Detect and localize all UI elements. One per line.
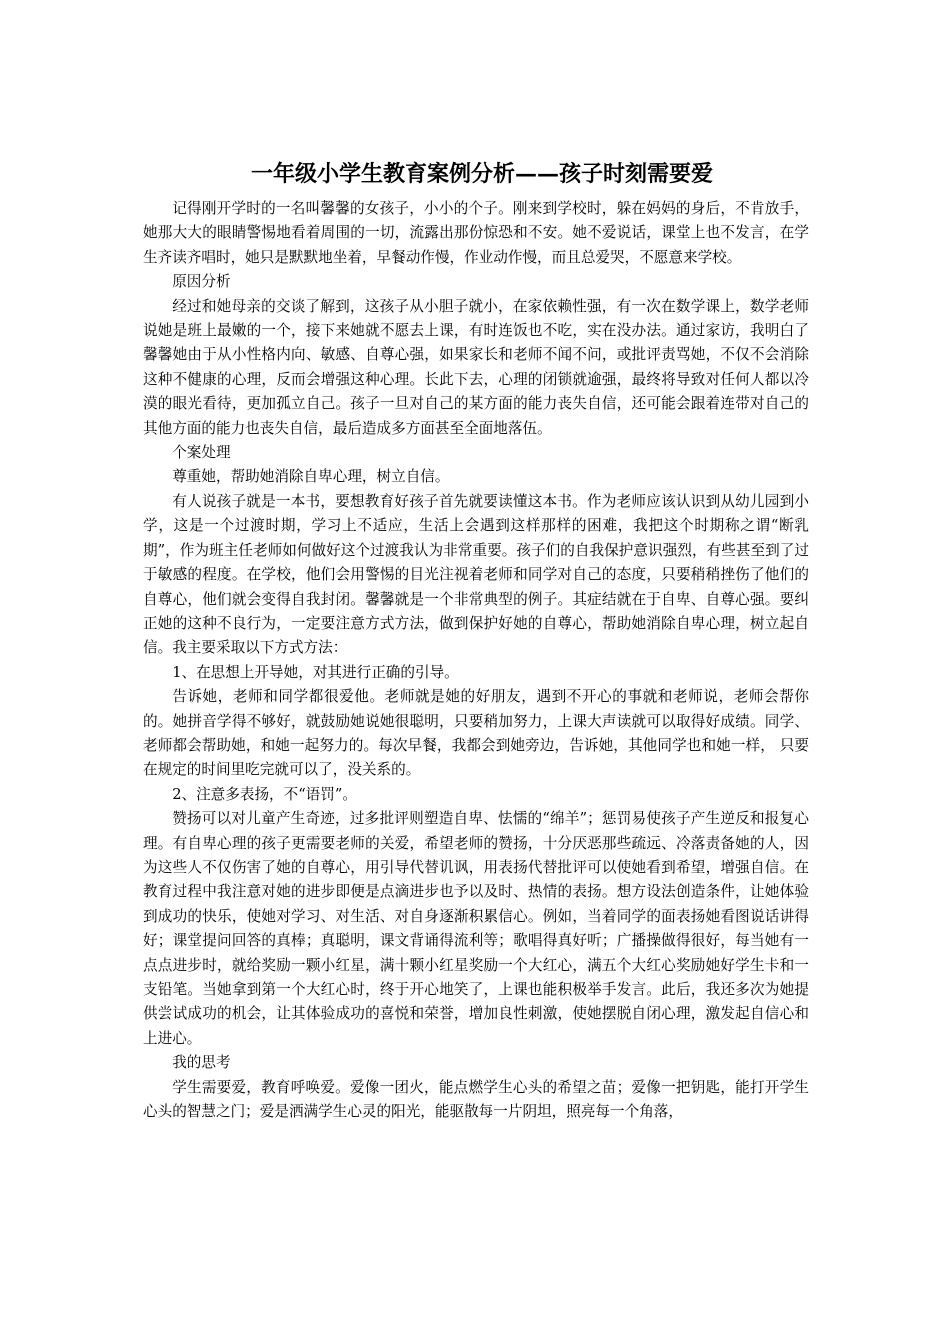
paragraph-respect: 尊重她，帮助她消除自卑心理，树立自信。 — [172, 468, 450, 486]
item-praise: 2、注意多表扬，不“语罚”。 — [172, 785, 357, 803]
document-body — [143, 197, 809, 1124]
paragraph-cause: 经过和她母亲的交谈了解到，这孩子从小胆子就小，在家依赖性强，有一次在数学课上，数学老师说她是班上最嫩的一个，接下来她就不愿去上课，有时连饭也不吃，实在没办法。通过家访，我明白了馨馨她由于从小性格内向、敏感、自尊心强，如果家长和老师不闻不问，或批评责骂她，不仅不会消除这种不健康的心理，反而会增强这种心理。长此下去，心理的闭锁就逾强，最终将导致对任何人都以冷漠的眼光看待，更加孤立自己。孩子一旦对自己的某方面的能力丧失自信，还可能会跟着连带对自己的其他方面的能力也丧失自信，最后造成多方面甚至全面地落伍。 — [143, 297, 809, 437]
item-guidance: 1、在思想上开导她，对其进行正确的引导。 — [172, 663, 459, 681]
paragraph-tell-her: 告诉她，老师和同学都很爱他。老师就是她的好朋友，遇到不开心的事就和老师说，老师会帮你的。她拼音学得不够好，就鼓励她说她很聪明，只要稍加努力，上课大声读就可以取得好成绩。同学、老师都会帮助她，和她一起努力的。每次早餐，我都会到她旁边，告诉她，其他同学也和她一样， 只要在规定的时间里吃完就可以了，没关系的。 — [143, 688, 809, 779]
paragraph-intro: 记得刚开学时的一名叫馨馨的女孩子，小小的个子。刚来到学校时，躲在妈妈的身后，不肯放手，她那大大的眼睛警惕地看着周围的一切，流露出那份惊恐和不安。她不爱说话，课堂上也不发言，在学生齐读齐唱时，她只是默默地坐着，早餐动作慢，作业动作慢，而且总爱哭，不愿意来学校。 — [143, 200, 809, 266]
document-title: 一年级小学生教育案例分析——孩子时刻需要爱 — [250, 161, 713, 187]
paragraph-praise: 赞扬可以对儿童产生奇迹，过多批评则塑造自卑、怯懦的“绵羊”；惩罚易使孩子产生逆反和报复心理。有自卑心理的孩子更需要老师的关爱，希望老师的赞扬，十分厌恶那些疏远、冷落责备她的人，因为这些人不仅伤害了她的自尊心，用引导代替讥讽，用表扬代替批评可以使她看到希望，增强自信。在教育过程中我注意对她的进步即便是点滴进步也予以及时、热情的表扬。想方设法创造条件，让她体验到成功的快乐，使她对学习、对生活、对自身逐渐积累信心。例如，当着同学的面表扬她看图说话讲得好；课堂提问回答的真棒；真聪明，课文背诵得流利等；歌唱得真好听；广播操做得很好，每当她有一点点进步时，就给奖励一颗小红星，满十颗小红星奖励一个大红心，满五个大红心奖励她好学生卡和一支铅笔。当她拿到第一个大红心时，终于开心地笑了，上课也能积极举手发言。此后，我还多次为她提供尝试成功的机会，让其体验成功的喜悦和荣誉，增加良性刺激，使她摆脱自闭心理，激发起自信心和上进心。 — [143, 810, 809, 1047]
heading-cause-analysis: 原因分析 — [172, 273, 231, 291]
heading-my-thoughts: 我的思考 — [172, 1054, 231, 1072]
paragraph-love: 学生需要爱，教育呼唤爱。爱像一团火，能点燃学生心头的希望之苗；爱像一把钥匙，能打开学生心头的智慧之门；爱是洒满学生心灵的阳光，能驱散每一片阴坦，照亮每一个角落， — [143, 1078, 809, 1121]
paragraph-book: 有人说孩子就是一本书，要想教育好孩子首先就要读懂这本书。作为老师应该认识到从幼儿园到小学，这是一个过渡时期，学习上不适应，生活上会遇到这样那样的困难，我把这个时期称之谓“断乳期”，作为班主任老师如何做好这个过渡我认为非常重要。孩子们的自我保护意识强烈，有些甚至到了过于敏感的程度。在学校，他们会用警惕的目光注视着老师和同学对自己的态度，只要稍稍挫伤了他们的自尊心，他们就会变得自我封闭。馨馨就是一个非常典型的例子。其症结就在于自卑、自尊心强。要纠正她的这种不良行为，一定要注意方式方法，做到保护好她的自尊心，帮助她消除自卑心理，树立起自信。我主要采取以下方式方法： — [143, 492, 809, 657]
heading-case-handling: 个案处理 — [172, 444, 231, 462]
